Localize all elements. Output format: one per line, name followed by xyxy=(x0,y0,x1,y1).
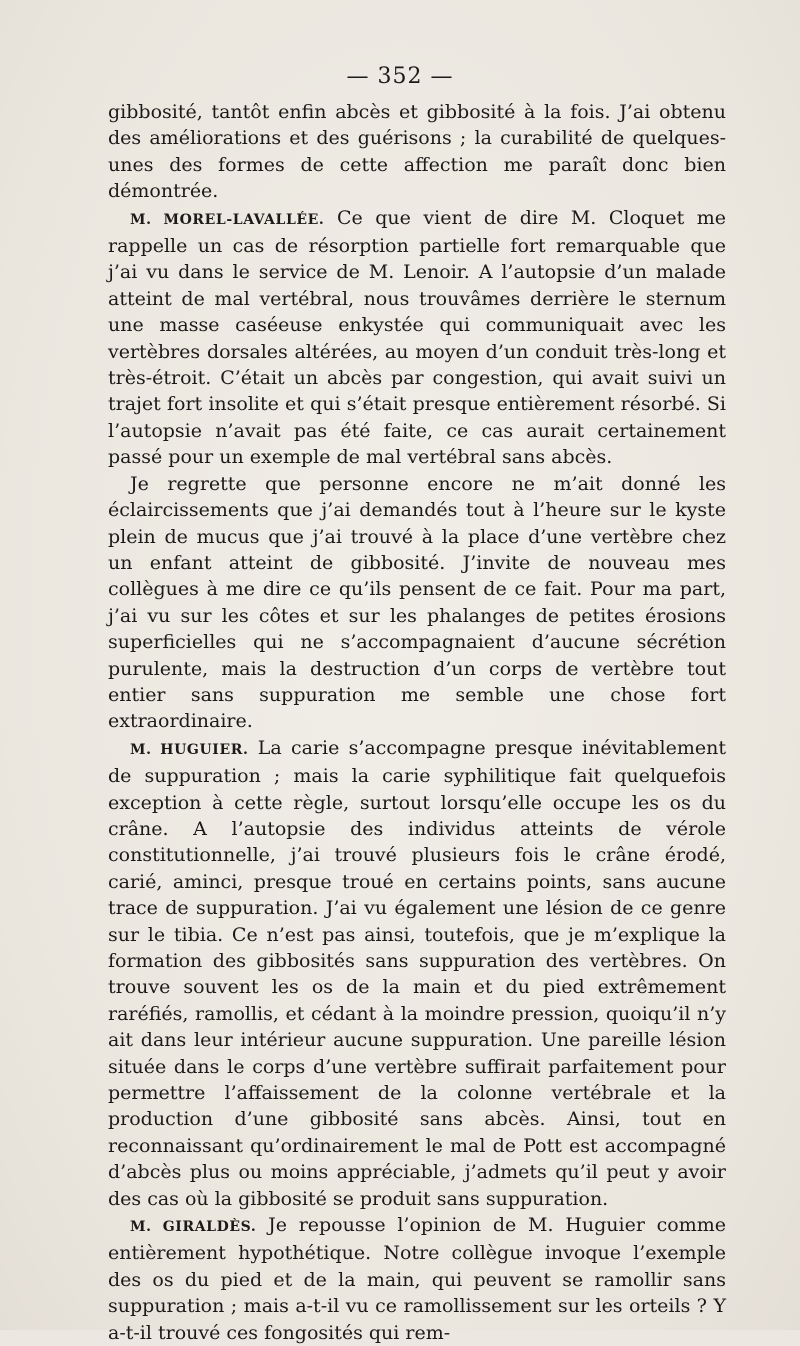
paragraph-text: Je repousse l’opinion de M. Huguier comme entièrement hypothétique. Notre collègue invoque l’exemple des os du pied et de la main, qui peuvent se ramollir sans suppuration ; mais a-t-il vu ce ramollissement sur les orteils ? Y a-t-il trouvé ces fongosités qui rem- xyxy=(108,1214,727,1344)
body-text xyxy=(108,99,726,1346)
paragraph-text: Je regrette que personne encore ne m’ait donné les éclaircissements que j’ai demandés tout à l’heure sur le kyste plein de mucus que j’ai trouvé à la place d’une vertèbre chez un enfant atteint de gibbosité. J’invite de nouveau mes collègues à me dire ce qu’ils pensent de ce fait. Pour ma part, j’ai vu sur les côtes et sur les phalanges de petites érosions superficielles qui ne s’accompagnaient d’aucune sécrétion purulente, mais la destruction d’un corps de vertèbre tout entier sans suppuration me semble une chose fort extraordinaire. xyxy=(108,472,726,733)
paragraph-text: Ce que vient de dire M. Cloquet me rappelle un cas de résorption partielle fort remarquable que j’ai vu dans le service de M. Lenoir. A l’autopsie d’un malade atteint de mal vertébral, nous trouvâmes derrière le sternum une masse caséeuse enkystée qui communiquait avec les vertèbres dorsales altérées, au moyen d’un conduit très-long et très-étroit. C’était un abcès par congestion, qui avait suivi un trajet fort insolite et qui s’était presque entièrement résorbé. Si l’autopsie n’avait pas été faite, ce cas aurait certainement passé pour un exemple de mal vertébral sans abcès. xyxy=(108,206,726,469)
speaker-name: M. HUGUIER. xyxy=(130,741,249,758)
paragraph-morel-lavallee-continued xyxy=(108,471,726,735)
paragraph-text: La carie s’accompagne presque inévitablement de suppuration ; mais la carie syphilitique fait quelquefois exception à cette règle, surtout lorsqu’elle occupe les os du crâne. A l’autopsie des individus atteints de vérole constitutionnelle, j’ai trouvé plusieurs fois le crâne érodé, carié, aminci, presque troué en certains points, sans aucune trace de suppuration. J’ai vu également une lésion de ce genre sur le tibia. Ce n’est pas ainsi, toutefois, que je m’explique la formation des gibbosités sans suppuration des vertèbres. On trouve souvent les os de la main et du pied extrêmement raréfiés, ramollis, et cédant à la moindre pression, quoiqu’il n’y ait dans leur intérieur aucune suppuration. Une pareille lésion située dans le corps d’une vertèbre suffirait parfaitement pour permettre l’affaissement de la colonne vertébrale et la production d’une gibbosité sans abcès. Ainsi, tout en reconnaissant qu’ordinairement le mal de Pott est accompagné d’abcès plus ou moins appréciable, j’admets qu’il peut y avoir des cas où la gibbosité se produit sans suppuration. xyxy=(108,736,726,1210)
speaker-name: M. GIRALDÈS. xyxy=(130,1219,257,1236)
page-number: — 352 — xyxy=(346,64,454,89)
paragraph-huguier xyxy=(108,735,726,1212)
speaker-name: M. MOREL-LAVALLÉE. xyxy=(130,211,325,228)
paragraph-continuation xyxy=(108,99,726,205)
paragraph-morel-lavallee xyxy=(108,205,726,471)
paragraph-text: gibbosité, tantôt enfin abcès et gibbosité à la fois. J’ai obtenu des améliorations et des guérisons ; la curabilité de quelques-unes des formes de cette affection me paraît donc bien démontrée. xyxy=(108,101,726,203)
paragraph-giraldes xyxy=(108,1212,726,1346)
